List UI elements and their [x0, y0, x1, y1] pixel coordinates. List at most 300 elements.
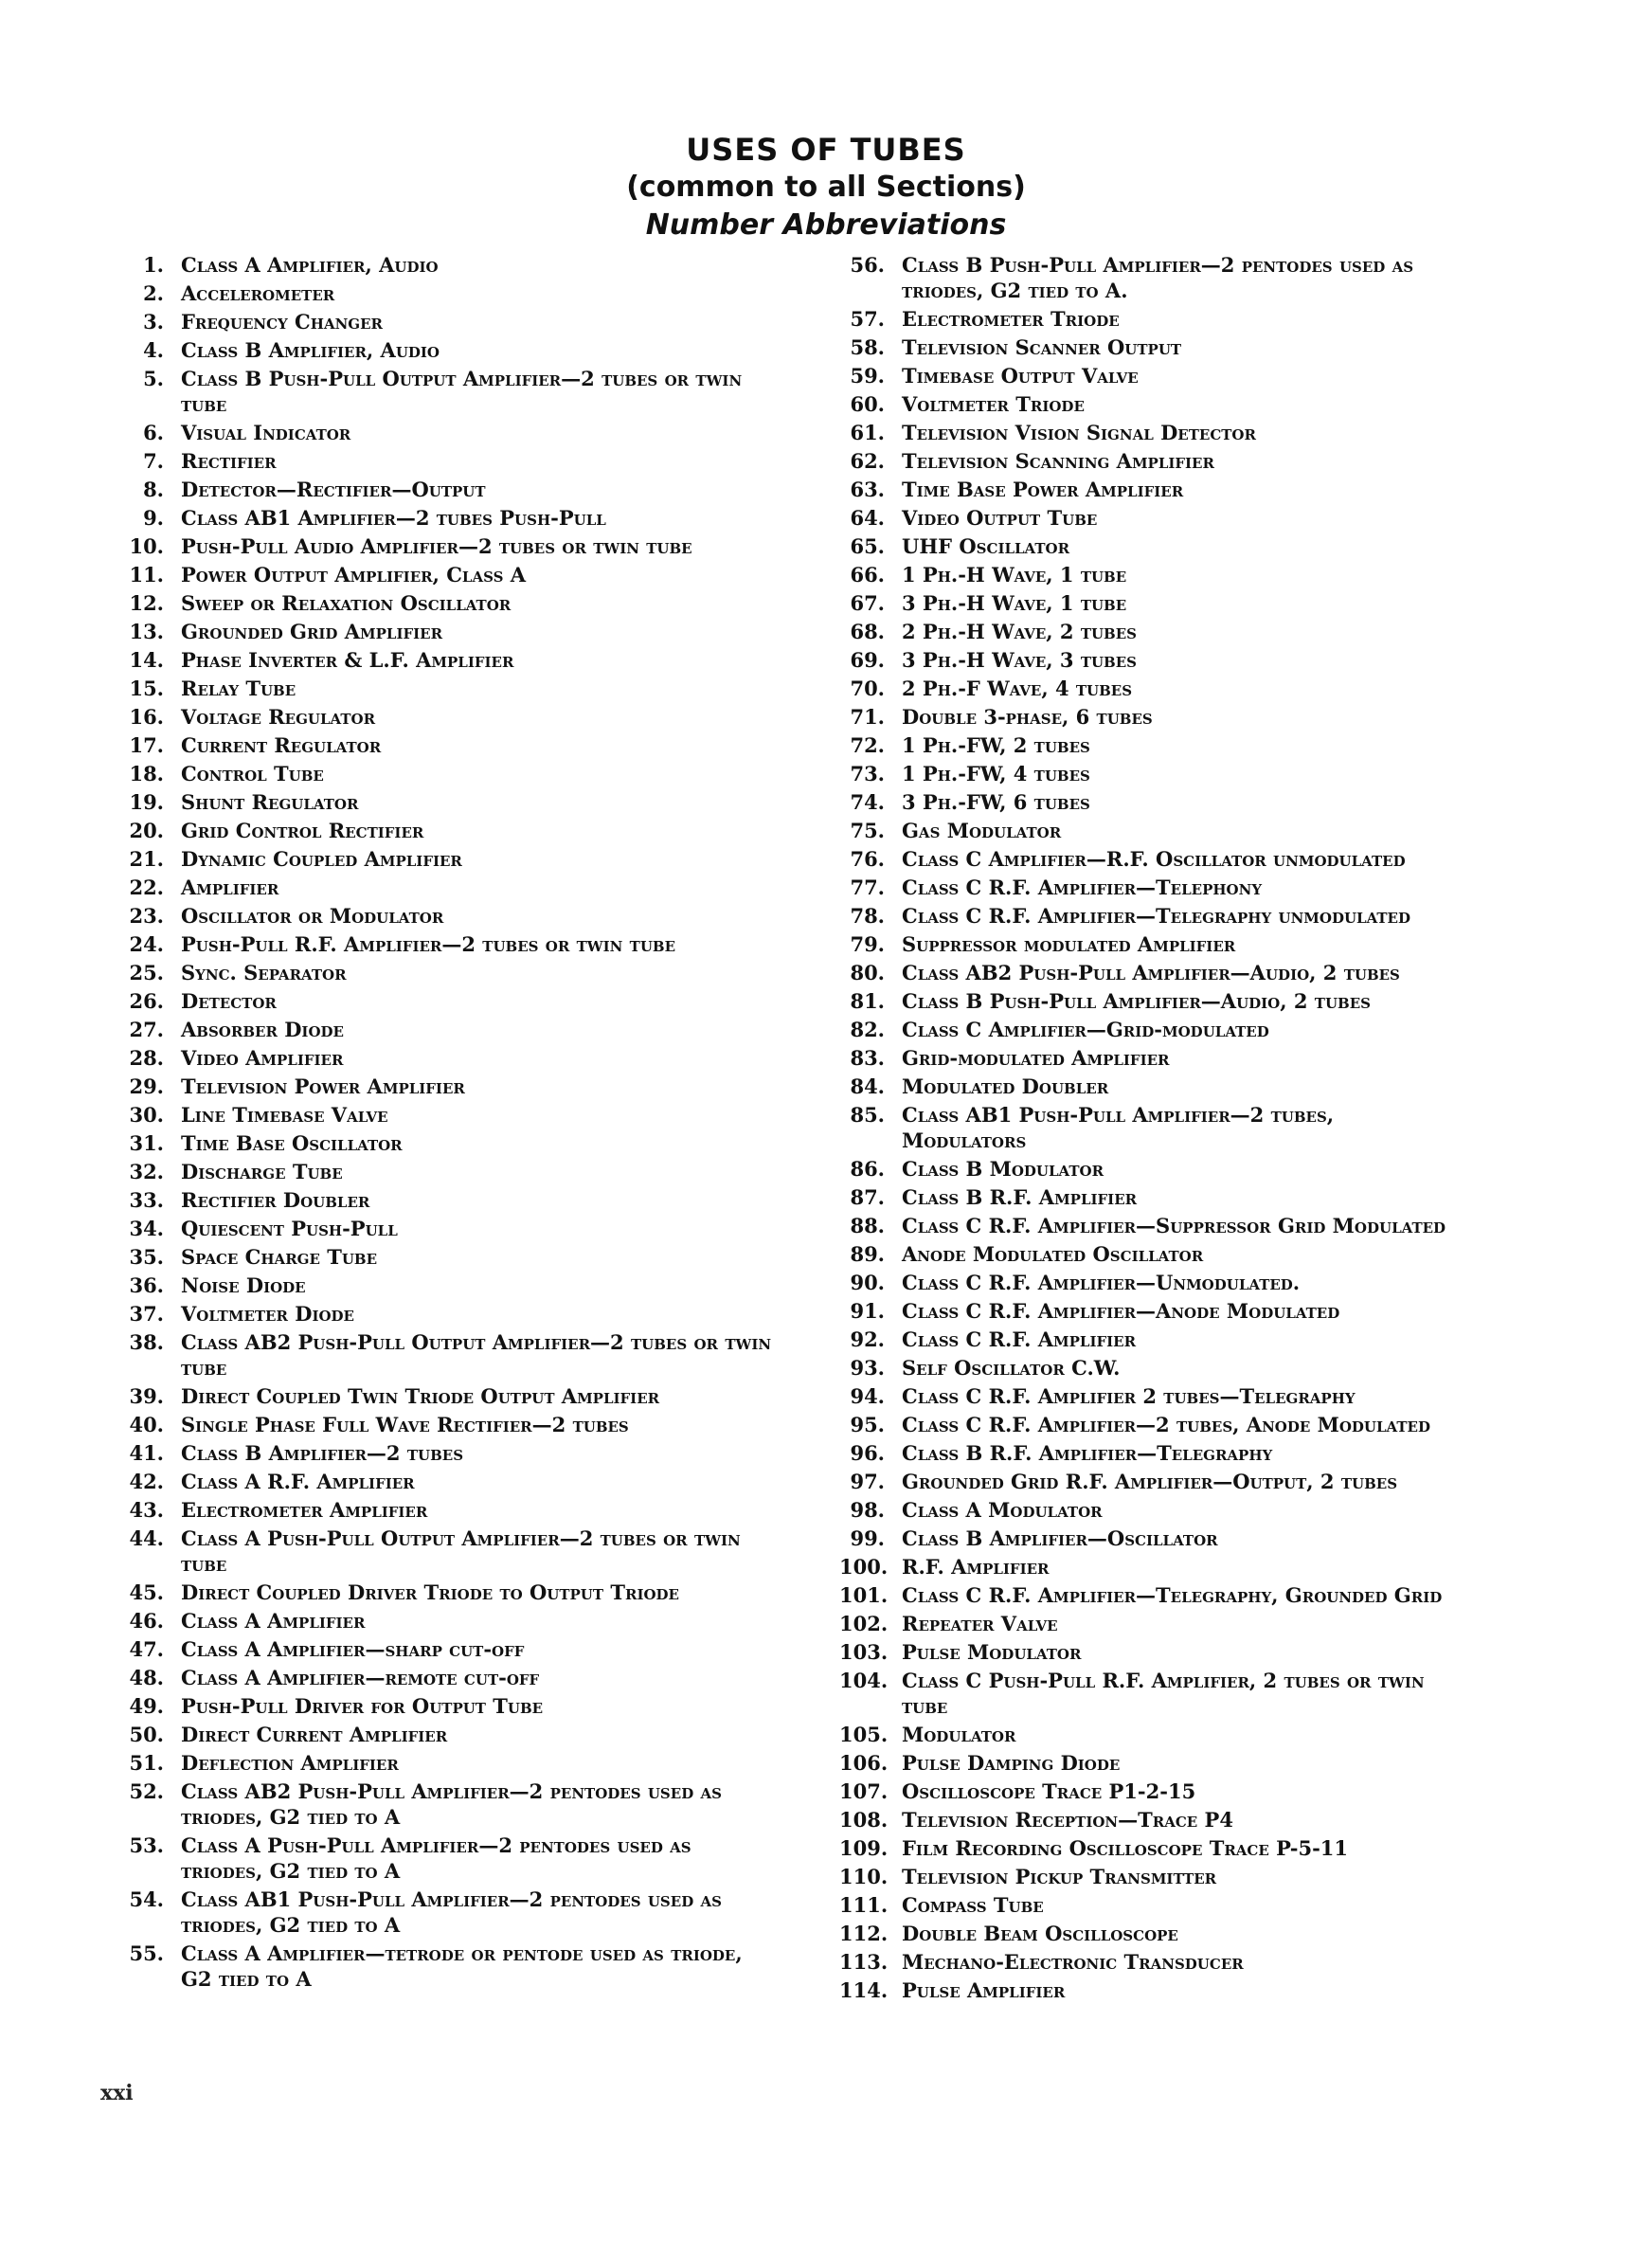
- item-number: 57.: [850, 307, 885, 331]
- item-number: 22.: [129, 876, 164, 899]
- item-text: Power Output Amplifier, Class A: [181, 563, 527, 587]
- list-item: [118, 1440, 772, 1466]
- item-number: 102.: [839, 1612, 889, 1635]
- item-number: 71.: [850, 705, 885, 729]
- list-item: [118, 1074, 772, 1099]
- item-text: Relay Tube: [181, 677, 296, 700]
- item-number: 13.: [129, 620, 164, 643]
- item-text: Class B Amplifier—Oscillator: [902, 1526, 1218, 1550]
- item-text: Sync. Separator: [181, 961, 347, 984]
- page-subtitle: (common to all Sections): [626, 171, 1026, 204]
- page-header: [0, 131, 1652, 244]
- item-text: Class C R.F. Amplifier—Suppressor Grid Modulated: [902, 1214, 1446, 1237]
- item-number: 53.: [129, 1833, 164, 1857]
- item-number: 86.: [850, 1157, 885, 1181]
- list-item: [839, 1045, 1455, 1071]
- list-item: [839, 1611, 1455, 1636]
- item-text: Class B Push-Pull Amplifier—2 pentodes used as triodes, G2 tied to A.: [902, 253, 1414, 302]
- item-number: 46.: [129, 1609, 164, 1633]
- item-number: 37.: [129, 1302, 164, 1326]
- item-number: 51.: [129, 1751, 164, 1775]
- item-text: Class AB2 Push-Pull Output Amplifier—2 tubes or twin tube: [181, 1330, 772, 1380]
- item-number: 62.: [850, 449, 885, 473]
- item-text: Absorber Diode: [181, 1018, 344, 1041]
- item-text: Class A Amplifier: [181, 1609, 366, 1633]
- list-item: [839, 1722, 1455, 1747]
- item-text: Class B Push-Pull Amplifier—Audio, 2 tubes: [902, 989, 1371, 1013]
- list-item: [839, 1668, 1455, 1719]
- list-item: [118, 846, 772, 872]
- list-item: [839, 818, 1455, 843]
- list-item: [839, 562, 1455, 587]
- item-number: 11.: [129, 563, 164, 587]
- item-text: 3 Ph.-FW, 6 tubes: [902, 790, 1090, 814]
- item-text: Compass Tube: [902, 1893, 1044, 1917]
- item-text: Class B Amplifier, Audio: [181, 338, 440, 362]
- list-item: [118, 1329, 772, 1381]
- list-item: [118, 1045, 772, 1071]
- item-number: 104.: [839, 1669, 889, 1692]
- item-number: 55.: [129, 1941, 164, 1965]
- list-item: [839, 1750, 1455, 1776]
- item-number: 42.: [129, 1470, 164, 1493]
- item-text: Class AB2 Push-Pull Amplifier—Audio, 2 tubes: [902, 961, 1400, 984]
- item-number: 78.: [850, 904, 885, 928]
- item-number: 66.: [850, 563, 885, 587]
- list-item: [118, 1887, 772, 1938]
- list-item: [118, 761, 772, 786]
- item-number: 106.: [839, 1751, 889, 1775]
- list-item: [118, 1469, 772, 1494]
- item-number: 17.: [129, 733, 164, 757]
- item-text: Oscillator or Modulator: [181, 904, 444, 928]
- item-text: Class AB1 Push-Pull Amplifier—2 pentodes used as triodes, G2 tied to A: [181, 1887, 722, 1937]
- item-text: Class B R.F. Amplifier—Telegraphy: [902, 1441, 1273, 1465]
- list-item: [118, 366, 772, 417]
- list-item: [118, 448, 772, 474]
- list-item: [839, 1949, 1455, 1975]
- item-number: 47.: [129, 1637, 164, 1661]
- item-number: 61.: [850, 421, 885, 444]
- list-item: [118, 875, 772, 900]
- item-text: Mechano-Electronic Transducer: [902, 1950, 1244, 1974]
- item-number: 107.: [839, 1779, 889, 1803]
- item-text: Class C R.F. Amplifier 2 tubes—Telegraphy: [902, 1384, 1356, 1408]
- item-text: Film Recording Oscilloscope Trace P-5-11: [902, 1836, 1349, 1860]
- item-number: 10.: [129, 534, 164, 558]
- item-text: Class A Amplifier—tetrode or pentode used as triode, G2 tied to A: [181, 1941, 743, 1991]
- item-text: Double 3-phase, 6 tubes: [902, 705, 1153, 729]
- item-number: 33.: [129, 1188, 164, 1212]
- item-text: Direct Coupled Twin Triode Output Amplifier: [181, 1384, 660, 1408]
- item-text: Gas Modulator: [902, 819, 1062, 842]
- item-text: Voltage Regulator: [181, 705, 376, 729]
- item-number: 98.: [850, 1498, 885, 1522]
- item-number: 76.: [850, 847, 885, 871]
- item-number: 40.: [129, 1413, 164, 1436]
- item-number: 95.: [850, 1413, 885, 1436]
- list-item: [118, 1412, 772, 1437]
- list-item: [839, 1892, 1455, 1918]
- list-item: [839, 252, 1455, 303]
- item-number: 56.: [850, 253, 885, 277]
- item-number: 70.: [850, 677, 885, 700]
- item-number: 81.: [850, 989, 885, 1013]
- item-number: 41.: [129, 1441, 164, 1465]
- item-text: 1 Ph.-H Wave, 1 tube: [902, 563, 1127, 587]
- item-number: 7.: [143, 449, 164, 473]
- item-number: 75.: [850, 819, 885, 842]
- item-text: 2 Ph.-F Wave, 4 tubes: [902, 677, 1133, 700]
- item-number: 34.: [129, 1217, 164, 1240]
- list-item: [118, 647, 772, 673]
- item-number: 14.: [129, 648, 164, 672]
- item-number: 5.: [143, 367, 164, 390]
- item-number: 101.: [839, 1583, 889, 1607]
- item-text: Class B Modulator: [902, 1157, 1104, 1181]
- item-number: 92.: [850, 1327, 885, 1351]
- item-text: Electrometer Amplifier: [181, 1498, 428, 1522]
- list-item: [839, 448, 1455, 474]
- item-text: Time Base Power Amplifier: [902, 478, 1184, 501]
- item-number: 30.: [129, 1103, 164, 1127]
- list-item: [118, 590, 772, 616]
- item-text: Sweep or Relaxation Oscillator: [181, 591, 512, 615]
- item-text: Television Vision Signal Detector: [902, 421, 1256, 444]
- list-item: [118, 619, 772, 644]
- list-item: [839, 1412, 1455, 1437]
- item-text: Class A Modulator: [902, 1498, 1103, 1522]
- list-item: [839, 1074, 1455, 1099]
- item-text: Anode Modulated Oscillator: [902, 1242, 1204, 1266]
- list-item: [118, 818, 772, 843]
- item-number: 96.: [850, 1441, 885, 1465]
- item-number: 60.: [850, 392, 885, 416]
- item-number: 103.: [839, 1640, 889, 1664]
- item-number: 110.: [839, 1865, 889, 1888]
- list-item: [839, 1921, 1455, 1946]
- item-text: Grounded Grid R.F. Amplifier—Output, 2 tubes: [902, 1470, 1398, 1493]
- item-text: Voltmeter Diode: [181, 1302, 354, 1326]
- item-number: 109.: [839, 1836, 889, 1860]
- item-number: 69.: [850, 648, 885, 672]
- list-item: [118, 704, 772, 730]
- item-text: Class C R.F. Amplifier—Telephony: [902, 876, 1263, 899]
- item-number: 68.: [850, 620, 885, 643]
- item-number: 9.: [143, 506, 164, 530]
- item-text: 1 Ph.-FW, 4 tubes: [902, 762, 1090, 785]
- item-number: 43.: [129, 1498, 164, 1522]
- item-text: Time Base Oscillator: [181, 1131, 403, 1155]
- item-number: 64.: [850, 506, 885, 530]
- item-number: 111.: [839, 1893, 889, 1917]
- item-text: Class C Amplifier—Grid-modulated: [902, 1018, 1269, 1041]
- list-item: [839, 1807, 1455, 1833]
- item-number: 83.: [850, 1046, 885, 1070]
- item-text: Class AB1 Push-Pull Amplifier—2 tubes, Modulators: [902, 1103, 1335, 1152]
- item-text: Space Charge Tube: [181, 1245, 378, 1269]
- list-item: [839, 846, 1455, 872]
- item-number: 4.: [143, 338, 164, 362]
- item-text: Oscilloscope Trace P1-2-15: [902, 1779, 1196, 1803]
- list-item: [839, 1102, 1455, 1153]
- item-number: 58.: [850, 335, 885, 359]
- item-text: 2 Ph.-H Wave, 2 tubes: [902, 620, 1137, 643]
- list-item: [839, 1327, 1455, 1352]
- list-item: [839, 1355, 1455, 1381]
- item-number: 12.: [129, 591, 164, 615]
- item-number: 100.: [839, 1555, 889, 1579]
- list-item: [839, 306, 1455, 332]
- list-item: [839, 391, 1455, 417]
- item-text: Deflection Amplifier: [181, 1751, 399, 1775]
- item-number: 63.: [850, 478, 885, 501]
- list-item: [839, 789, 1455, 815]
- item-text: Class C R.F. Amplifier—2 tubes, Anode Modulated: [902, 1413, 1430, 1436]
- list-item: [118, 960, 772, 985]
- list-item: [118, 1497, 772, 1523]
- list-item: [839, 1156, 1455, 1182]
- item-text: Class C R.F. Amplifier—Telegraphy, Grounded Grid: [902, 1583, 1443, 1607]
- item-number: 91.: [850, 1299, 885, 1323]
- item-number: 52.: [129, 1779, 164, 1803]
- list-item: [839, 505, 1455, 531]
- list-item: [118, 1665, 772, 1690]
- list-item: [839, 1639, 1455, 1665]
- item-text: 3 Ph.-H Wave, 1 tube: [902, 591, 1127, 615]
- item-number: 59.: [850, 364, 885, 388]
- item-number: 29.: [129, 1074, 164, 1098]
- item-text: Television Pickup Transmitter: [902, 1865, 1217, 1888]
- list-item: [839, 619, 1455, 644]
- list-item: [839, 732, 1455, 758]
- list-item: [118, 1216, 772, 1241]
- item-text: Grid Control Rectifier: [181, 819, 424, 842]
- item-number: 108.: [839, 1808, 889, 1832]
- list-item: [118, 676, 772, 701]
- item-text: Class C R.F. Amplifier—Anode Modulated: [902, 1299, 1340, 1323]
- list-item: [839, 1864, 1455, 1889]
- item-number: 93.: [850, 1356, 885, 1380]
- list-item: [839, 931, 1455, 957]
- item-number: 48.: [129, 1666, 164, 1689]
- item-text: UHF Oscillator: [902, 534, 1070, 558]
- item-text: Single Phase Full Wave Rectifier—2 tubes: [181, 1413, 629, 1436]
- item-number: 38.: [129, 1330, 164, 1354]
- item-text: Push-Pull Driver for Output Tube: [181, 1694, 544, 1718]
- item-text: Grid-modulated Amplifier: [902, 1046, 1170, 1070]
- item-number: 6.: [143, 421, 164, 444]
- list-item: [118, 477, 772, 502]
- item-text: Video Output Tube: [902, 506, 1098, 530]
- item-text: Pulse Amplifier: [902, 1978, 1066, 2002]
- item-text: Dynamic Coupled Amplifier: [181, 847, 462, 871]
- item-text: Visual Indicator: [181, 421, 351, 444]
- item-number: 97.: [850, 1470, 885, 1493]
- item-number: 79.: [850, 932, 885, 956]
- item-text: Quiescent Push-Pull: [181, 1217, 398, 1240]
- list-item: [118, 280, 772, 306]
- item-number: 72.: [850, 733, 885, 757]
- item-text: Shunt Regulator: [181, 790, 359, 814]
- item-number: 15.: [129, 677, 164, 700]
- item-number: 65.: [850, 534, 885, 558]
- list-item: [839, 960, 1455, 985]
- item-number: 24.: [129, 932, 164, 956]
- item-number: 112.: [839, 1922, 889, 1945]
- item-text: Class A Push-Pull Amplifier—2 pentodes used as triodes, G2 tied to A: [181, 1833, 691, 1883]
- item-text: Current Regulator: [181, 733, 382, 757]
- item-number: 73.: [850, 762, 885, 785]
- list-item: [839, 1184, 1455, 1210]
- list-item: [118, 1526, 772, 1577]
- list-item: [118, 1244, 772, 1270]
- list-item: [839, 1270, 1455, 1295]
- item-number: 18.: [129, 762, 164, 785]
- item-number: 77.: [850, 876, 885, 899]
- item-number: 27.: [129, 1018, 164, 1041]
- list-item: [118, 533, 772, 559]
- item-number: 32.: [129, 1160, 164, 1183]
- right-column: [839, 252, 1455, 2006]
- list-item: [118, 1159, 772, 1184]
- list-item: [839, 533, 1455, 559]
- list-item: [118, 1130, 772, 1156]
- item-text: Class A Amplifier—remote cut-off: [181, 1666, 540, 1689]
- list-item: [839, 1779, 1455, 1804]
- item-number: 85.: [850, 1103, 885, 1127]
- item-text: Television Power Amplifier: [181, 1074, 465, 1098]
- item-number: 114.: [839, 1978, 889, 2002]
- list-item: [839, 1977, 1455, 2003]
- list-item: [118, 1187, 772, 1213]
- list-item: [118, 931, 772, 957]
- item-number: 26.: [129, 989, 164, 1013]
- item-text: Class AB2 Push-Pull Amplifier—2 pentodes used as triodes, G2 tied to A: [181, 1779, 722, 1829]
- item-number: 45.: [129, 1580, 164, 1604]
- item-number: 3.: [143, 310, 164, 334]
- item-text: Class C R.F. Amplifier—Telegraphy unmodulated: [902, 904, 1411, 928]
- item-number: 16.: [129, 705, 164, 729]
- list-item: [839, 334, 1455, 360]
- item-text: Self Oscillator C.W.: [902, 1356, 1121, 1380]
- item-text: Video Amplifier: [181, 1046, 344, 1070]
- item-text: Modulator: [902, 1723, 1016, 1746]
- item-number: 80.: [850, 961, 885, 984]
- item-number: 67.: [850, 591, 885, 615]
- item-number: 87.: [850, 1185, 885, 1209]
- list-item: [118, 1017, 772, 1042]
- list-item: [839, 420, 1455, 445]
- list-item: [839, 1241, 1455, 1267]
- item-number: 21.: [129, 847, 164, 871]
- page-number: xxi: [100, 2081, 134, 2105]
- item-number: 1.: [143, 253, 164, 277]
- item-text: Amplifier: [181, 876, 279, 899]
- list-item: [839, 1835, 1455, 1861]
- item-text: Class B Amplifier—2 tubes: [181, 1441, 464, 1465]
- list-item: [839, 676, 1455, 701]
- item-text: Grounded Grid Amplifier: [181, 620, 443, 643]
- item-text: Voltmeter Triode: [902, 392, 1085, 416]
- list-item: [118, 1636, 772, 1662]
- item-text: Discharge Tube: [181, 1160, 343, 1183]
- item-text: Class C Amplifier—R.F. Oscillator unmodulated: [902, 847, 1406, 871]
- page-title: USES OF TUBES: [686, 132, 966, 168]
- item-text: Detector: [181, 989, 277, 1013]
- item-number: 94.: [850, 1384, 885, 1408]
- item-text: Pulse Modulator: [902, 1640, 1082, 1664]
- item-text: Control Tube: [181, 762, 324, 785]
- item-text: Accelerometer: [181, 281, 335, 305]
- list-item: [839, 477, 1455, 502]
- item-text: Frequency Changer: [181, 310, 384, 334]
- item-text: Class C R.F. Amplifier—Unmodulated.: [902, 1271, 1301, 1294]
- list-item: [839, 1017, 1455, 1042]
- item-number: 84.: [850, 1074, 885, 1098]
- list-item: [839, 903, 1455, 929]
- list-item: [118, 1301, 772, 1327]
- item-text: Suppressor modulated Amplifier: [902, 932, 1236, 956]
- item-number: 20.: [129, 819, 164, 842]
- list-item: [118, 1273, 772, 1298]
- item-number: 113.: [839, 1950, 889, 1974]
- list-item: [118, 988, 772, 1014]
- list-item: [118, 1833, 772, 1884]
- item-text: Phase Inverter & L.F. Amplifier: [181, 648, 514, 672]
- list-item: [118, 1941, 772, 1992]
- item-number: 39.: [129, 1384, 164, 1408]
- list-item: [118, 1722, 772, 1747]
- item-number: 82.: [850, 1018, 885, 1041]
- item-text: Electrometer Triode: [902, 307, 1120, 331]
- list-item: [839, 875, 1455, 900]
- item-text: Direct Current Amplifier: [181, 1723, 448, 1746]
- item-text: Class C R.F. Amplifier: [902, 1327, 1137, 1351]
- list-item: [118, 789, 772, 815]
- list-item: [839, 647, 1455, 673]
- item-text: Television Scanning Amplifier: [902, 449, 1214, 473]
- list-item: [839, 1298, 1455, 1324]
- item-text: Line Timebase Valve: [181, 1103, 388, 1127]
- item-number: 89.: [850, 1242, 885, 1266]
- item-number: 49.: [129, 1694, 164, 1718]
- item-text: Class B Push-Pull Output Amplifier—2 tubes or twin tube: [181, 367, 743, 416]
- left-column: [118, 252, 772, 1995]
- item-text: Class C Push-Pull R.F. Amplifier, 2 tubes or twin tube: [902, 1669, 1425, 1718]
- item-text: Repeater Valve: [902, 1612, 1058, 1635]
- item-number: 90.: [850, 1271, 885, 1294]
- item-text: Modulated Doubler: [902, 1074, 1109, 1098]
- list-item: [118, 1750, 772, 1776]
- item-number: 23.: [129, 904, 164, 928]
- item-text: Rectifier Doubler: [181, 1188, 370, 1212]
- list-item: [118, 562, 772, 587]
- list-item: [118, 1383, 772, 1409]
- item-number: 105.: [839, 1723, 889, 1746]
- list-item: [839, 363, 1455, 388]
- list-item: [839, 1469, 1455, 1494]
- item-text: Direct Coupled Driver Triode to Output Triode: [181, 1580, 679, 1604]
- item-number: 74.: [850, 790, 885, 814]
- item-number: 36.: [129, 1273, 164, 1297]
- list-item: [839, 1440, 1455, 1466]
- item-number: 25.: [129, 961, 164, 984]
- item-number: 54.: [129, 1887, 164, 1911]
- item-text: Television Scanner Output: [902, 335, 1182, 359]
- list-item: [839, 988, 1455, 1014]
- item-number: 31.: [129, 1131, 164, 1155]
